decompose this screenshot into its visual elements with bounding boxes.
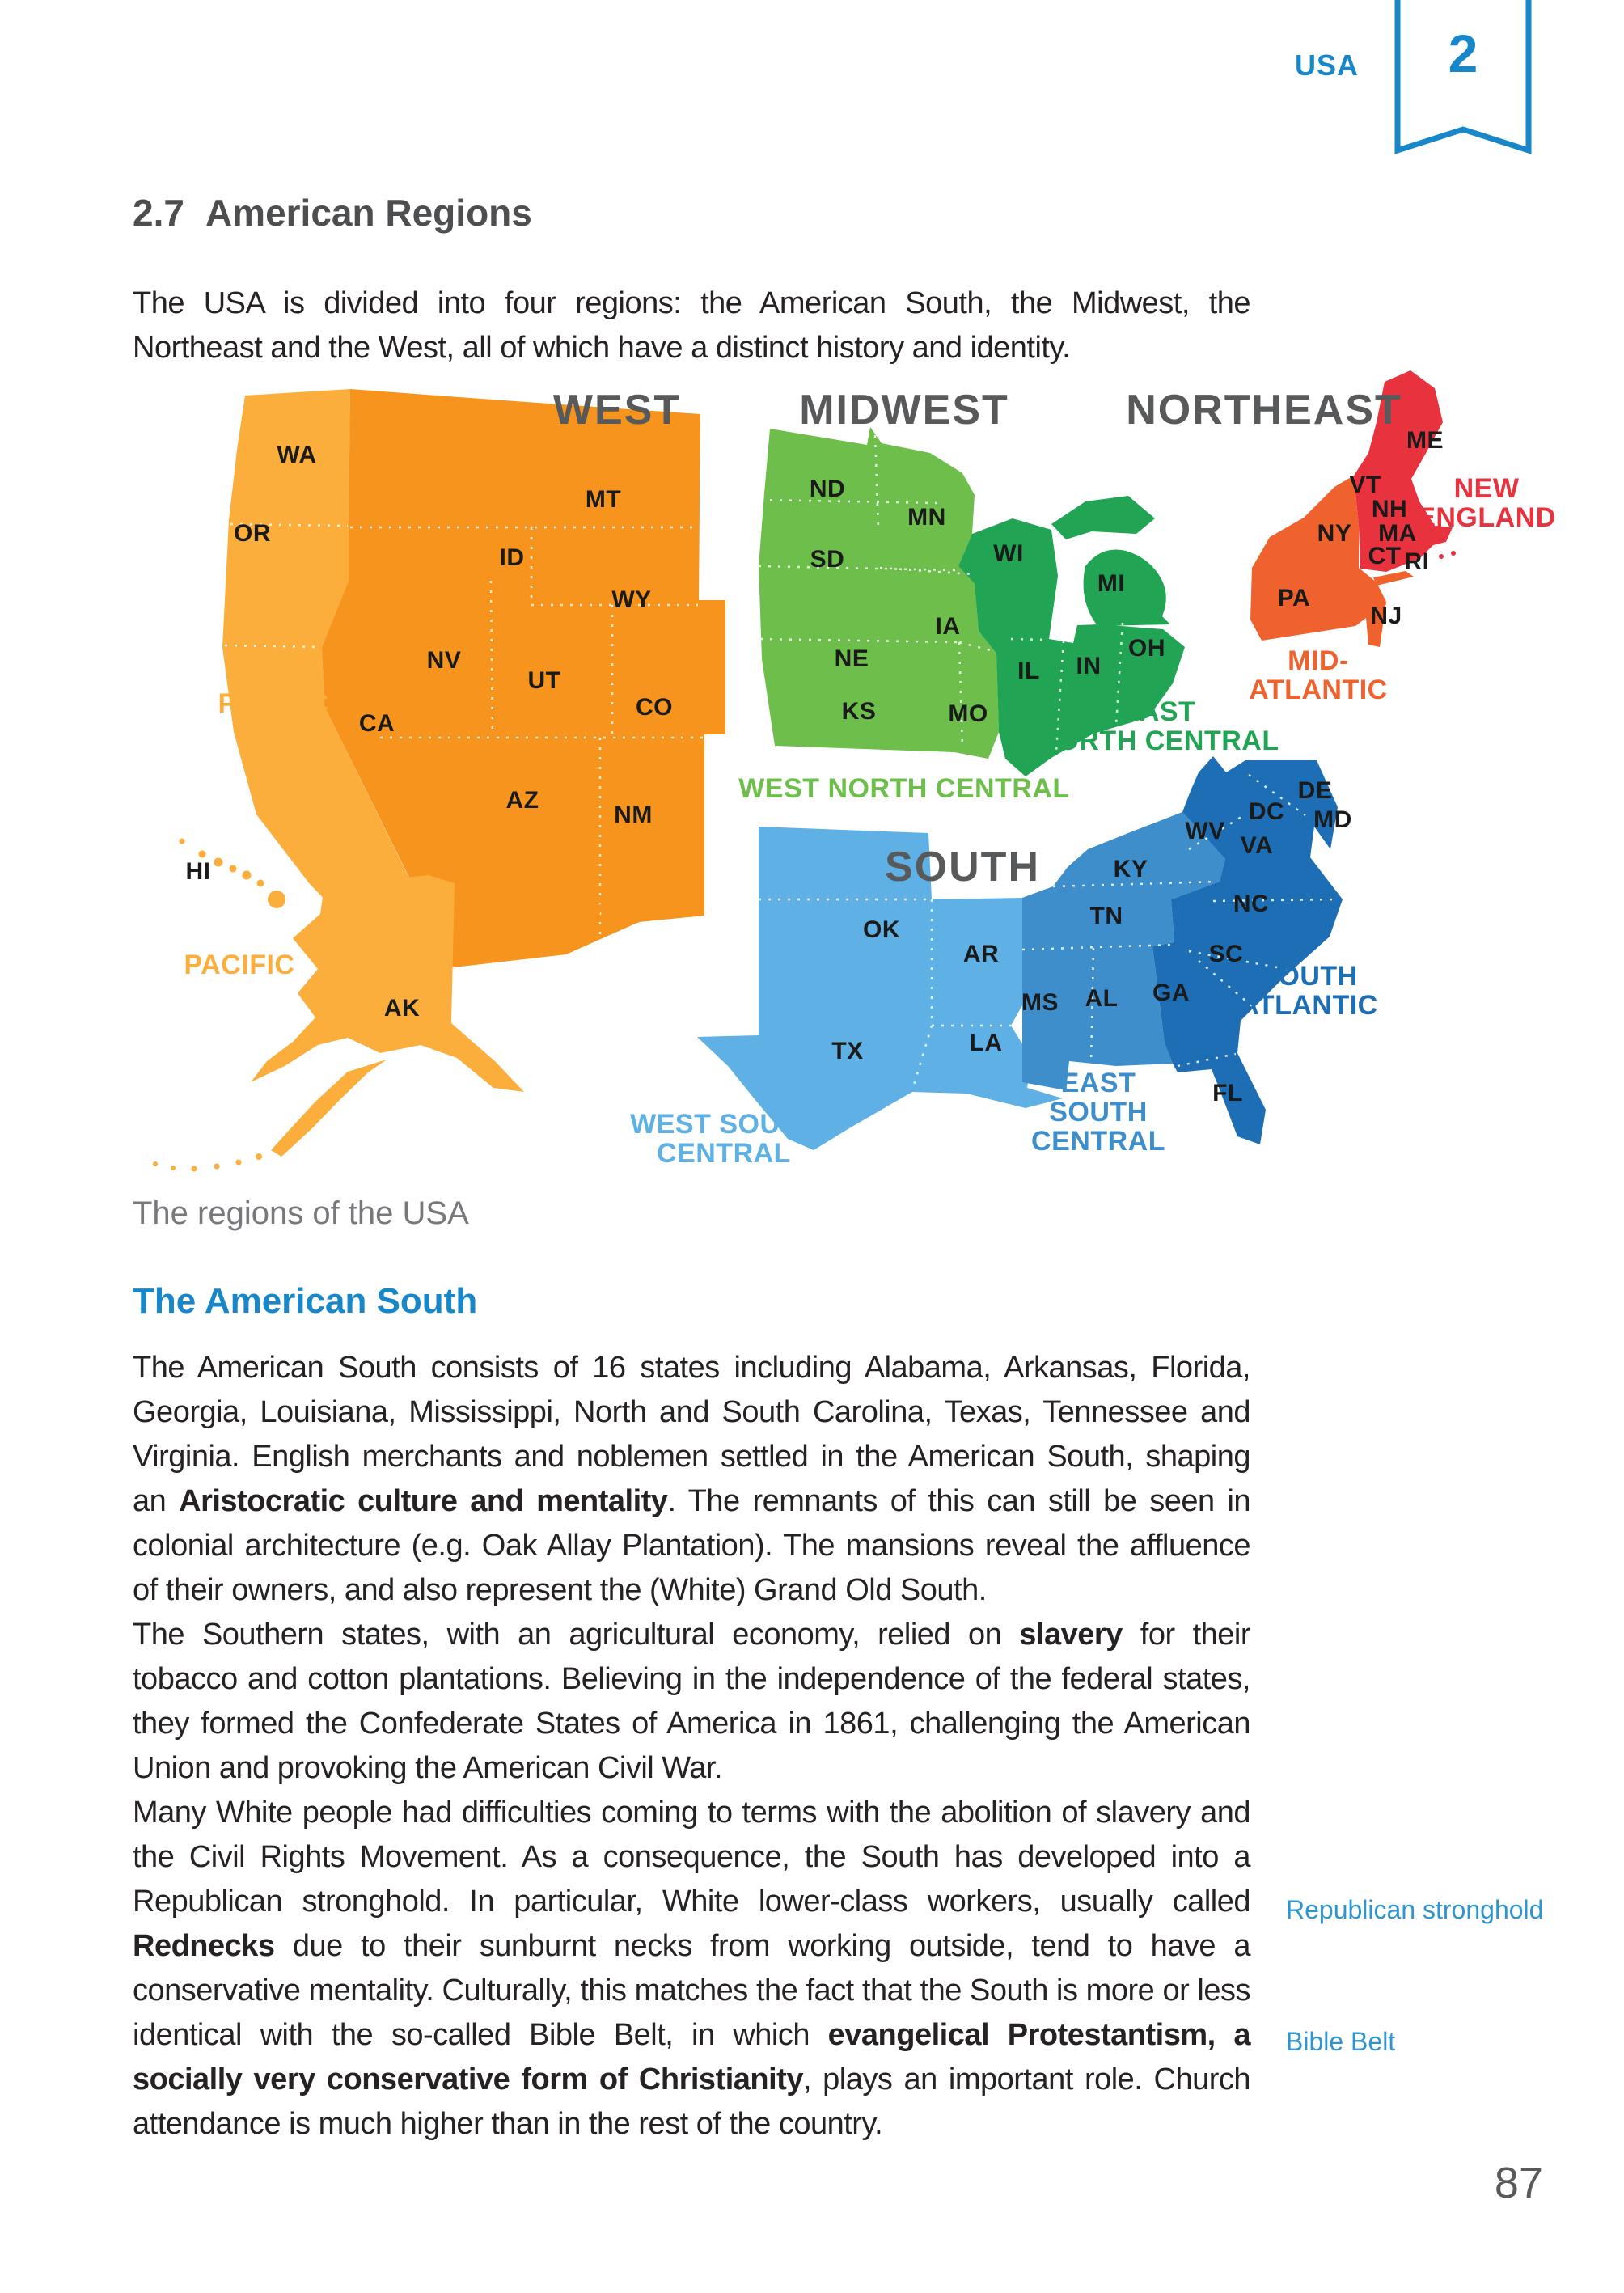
body-paragraph: The Southern states, with an agricultural economy, relied on slavery for their tobacco and cotton plantations. Believing in the independence of the federal states, they formed the Confederate States of America in 1861, challenging the American Union and provoking the American Civil War. bbox=[133, 1618, 1250, 1785]
state-label-tn: TN bbox=[1089, 903, 1123, 929]
map-caption: The regions of the USA bbox=[133, 1195, 469, 1231]
state-label-ct: CT bbox=[1368, 543, 1402, 569]
section-number: 2.7 bbox=[133, 192, 184, 234]
state-label-vt: VT bbox=[1349, 472, 1381, 498]
region-title-northeast: NORTHEAST bbox=[1126, 387, 1402, 434]
south-section-body bbox=[133, 1346, 1250, 2147]
south-section-heading: The American South bbox=[133, 1281, 478, 1321]
subregion-label-east-northcentral: EAST NORTH CENTRAL bbox=[1037, 696, 1279, 756]
state-label-tx: TX bbox=[831, 1038, 864, 1064]
state-label-nc: NC bbox=[1233, 891, 1270, 917]
subregion-label-east-south-central: EAST SOUTH CENTRAL bbox=[1031, 1067, 1165, 1157]
state-label-ak: AK bbox=[383, 995, 421, 1022]
subregion-label-south-atlantic: SOUTH ATLANTIC bbox=[1239, 960, 1378, 1021]
state-label-mo: MO bbox=[948, 700, 988, 727]
subregion-label-mid--atlantic: MID- ATLANTIC bbox=[1249, 645, 1388, 705]
state-label-mn: MN bbox=[907, 504, 946, 531]
body-paragraph: The American South consists of 16 states including Alabama, Arkansas, Florida, Georgia, Louisiana, Mississippi, North and South Carolina, Texas, Tennessee and Virginia. English merchants and noblemen settled in the American South, shaping an Aristocratic culture and mentality. The remnants of this can still be seen in colonial architecture (e.g. Oak Allay Plantation). The mansions reveal the affluence of their owners, and also represent the (White) Grand Old South. bbox=[133, 1351, 1251, 1607]
state-label-nm: NM bbox=[614, 802, 653, 828]
subregion-label-pacific: PACIFIC bbox=[184, 949, 295, 980]
subregion-label-westsouth-central: WEST SOUTH CENTRAL bbox=[630, 1108, 818, 1169]
state-label-ma: MA bbox=[1378, 520, 1417, 547]
subregion-label-pacific: PACIFIC bbox=[218, 687, 329, 719]
region-title-midwest: MIDWEST bbox=[799, 387, 1009, 434]
region-title-south: SOUTH bbox=[885, 844, 1040, 891]
state-label-ne: NE bbox=[834, 645, 869, 672]
state-label-wi: WI bbox=[993, 540, 1024, 567]
state-label-sc: SC bbox=[1208, 941, 1244, 967]
state-label-hi: HI bbox=[185, 858, 211, 885]
state-label-co: CO bbox=[636, 694, 673, 721]
margin-note-1: Republican stronghold bbox=[1286, 1895, 1544, 1924]
state-label-dc: DC bbox=[1248, 798, 1285, 825]
state-label-ms: MS bbox=[1021, 989, 1059, 1016]
subregion-label-mountain: MOUNTAIN bbox=[491, 898, 641, 929]
state-label-nv: NV bbox=[426, 647, 462, 674]
state-label-ar: AR bbox=[962, 941, 1000, 967]
state-label-de: DE bbox=[1297, 777, 1333, 804]
state-label-il: IL bbox=[1017, 658, 1040, 684]
state-label-oh: OH bbox=[1128, 635, 1165, 662]
state-label-ca: CA bbox=[358, 710, 395, 737]
page-number: 87 bbox=[1494, 2159, 1543, 2207]
state-label-me: ME bbox=[1406, 427, 1444, 454]
intro-paragraph: The USA is divided into four regions: the American South, the Midwest, the Northeast and the West, all of which have a distinct history and identity. bbox=[133, 286, 1250, 365]
state-label-nj: NJ bbox=[1370, 603, 1402, 629]
state-label-la: LA bbox=[969, 1030, 1003, 1056]
state-label-wa: WA bbox=[277, 442, 317, 468]
state-label-md: MD bbox=[1313, 806, 1352, 833]
state-label-mi: MI bbox=[1097, 570, 1126, 597]
state-label-in: IN bbox=[1076, 653, 1102, 679]
state-label-mt: MT bbox=[585, 486, 622, 513]
chapter-number: 2 bbox=[1448, 23, 1478, 83]
state-label-ks: KS bbox=[841, 698, 877, 725]
subregion-label-new-england: NEW ENGLAND bbox=[1417, 472, 1556, 533]
state-label-or: OR bbox=[234, 520, 271, 547]
state-label-ok: OK bbox=[863, 916, 900, 943]
state-label-pa: PA bbox=[1277, 585, 1311, 611]
state-label-ia: IA bbox=[935, 613, 961, 640]
state-label-va: VA bbox=[1240, 832, 1274, 859]
state-label-ri: RI bbox=[1404, 548, 1430, 575]
state-label-ny: NY bbox=[1317, 520, 1352, 547]
state-label-id: ID bbox=[499, 544, 525, 571]
section-title-text: American Regions bbox=[205, 192, 532, 234]
state-label-nh: NH bbox=[1371, 496, 1408, 522]
region-title-west: WEST bbox=[552, 387, 682, 434]
header-chapter-label: USA bbox=[1294, 49, 1359, 82]
body-paragraph: Many White people had difficulties coming to terms with the abolition of slavery and the Civil Rights Movement. As a consequence, the South has developed into a Republican stronghold. In particular, White lower-class workers, usually called Rednecks due to their sunburnt necks from working outside, tend to have a conservative mentality. Culturally, this matches the fact that the South is more or less identical with the so-called Bible Belt, in which evangelical Protestantism, a socially very conservative form of Christianity, plays an important role. Church attendance is much higher than in the rest of the country. bbox=[133, 1796, 1251, 2141]
state-label-ky: KY bbox=[1113, 856, 1148, 882]
margin-note-2: Bible Belt bbox=[1286, 2027, 1396, 2056]
state-label-az: AZ bbox=[505, 787, 539, 814]
state-label-nd: ND bbox=[809, 476, 846, 502]
state-label-sd: SD bbox=[810, 546, 845, 573]
state-label-al: AL bbox=[1085, 985, 1119, 1012]
state-label-wy: WY bbox=[611, 586, 652, 613]
state-label-ga: GA bbox=[1152, 979, 1190, 1006]
state-label-wv: WV bbox=[1185, 818, 1225, 844]
state-label-ut: UT bbox=[527, 667, 561, 694]
state-label-fl: FL bbox=[1212, 1080, 1243, 1106]
subregion-label-westnorthcentral: WEST NORTH CENTRAL bbox=[738, 772, 1070, 804]
